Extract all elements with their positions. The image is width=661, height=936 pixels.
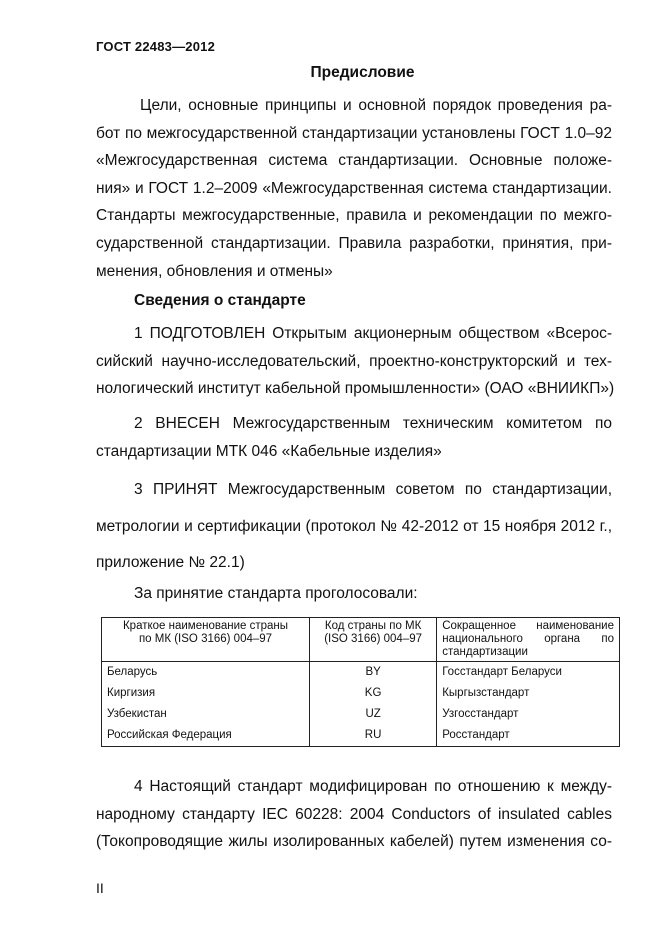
header-line: по МК (ISO 3166) 004–97 <box>138 633 273 645</box>
votes-header-row <box>102 618 620 662</box>
item-2-line: стандартизации МТК 046 «Кабельные изделия» <box>96 442 442 460</box>
item-1-line: нологический институт кабельной промышленности» (ОАО «ВНИИКП») <box>96 380 615 398</box>
table-row <box>102 662 620 684</box>
item-4-line: народному стандарту IEC 60228: 2004 Conductors of insulated cables <box>96 805 612 823</box>
item-2-line: 2 ВНЕСЕН Межгосударственным техническим комитетом по <box>134 415 612 432</box>
item-4-paragraph <box>96 773 612 856</box>
item-4-line: (Токопроводящие жилы изолированных кабелей) путем изменения со- <box>96 833 612 851</box>
item-1-paragraph <box>96 320 615 403</box>
votes-table <box>101 617 620 747</box>
foreword-line: Стандарты межгосударственные, правила и рекомендации по межго- <box>96 207 612 225</box>
country-cell: Беларусь <box>102 662 310 684</box>
country-column-header <box>102 618 310 662</box>
body-column-header <box>437 618 620 662</box>
country-cell: Киргизия <box>102 683 310 704</box>
body-cell: Кыргызстандарт <box>437 683 620 704</box>
code-column-header <box>310 618 437 662</box>
header-line: стандартизации <box>442 646 528 658</box>
code-cell: KG <box>310 683 437 704</box>
header-line: Код страны по МК <box>324 620 422 632</box>
header-line: (ISO 3166) 004–97 <box>324 633 423 645</box>
votes-caption: За принятие стандарта проголосовали: <box>134 585 418 602</box>
header-line: Краткое наименование страны <box>122 620 289 632</box>
body-cell: Узгосстандарт <box>437 704 620 725</box>
item-1-line: 1 ПОДГОТОВЛЕН Открытым акционерным обществом «Всерос- <box>134 325 612 342</box>
foreword-line: менения, обновления и отмены» <box>96 262 333 280</box>
table-row <box>102 725 620 747</box>
item-3-line: метрологии и сертификации (протокол № 42-2012 от 15 ноября 2012 г., <box>96 517 612 535</box>
code-cell: RU <box>310 725 437 747</box>
foreword-paragraph <box>96 92 612 285</box>
code-cell: UZ <box>310 704 437 725</box>
body-cell: Госстандарт Беларуси <box>437 662 620 684</box>
foreword-line: ния» и ГОСТ 1.2–2009 «Межгосударственная система стандартизации. <box>96 179 612 197</box>
header-line: национального органа по <box>442 633 614 645</box>
item-3-line: приложение № 22.1) <box>96 554 245 571</box>
item-1-line: сийский научно-исследовательский, проектно-конструкторский и тех- <box>96 352 612 370</box>
item-3-line: 3 ПРИНЯТ Межгосударственным советом по стандартизации, <box>134 481 612 498</box>
code-cell: BY <box>310 662 437 684</box>
country-cell: Российская Федерация <box>102 725 310 747</box>
foreword-line: Цели, основные принципы и основной порядок проведения ра- <box>140 97 612 114</box>
country-cell: Узбекистан <box>102 704 310 725</box>
foreword-line: бот по межгосударственной стандартизации установлены ГОСТ 1.0–92 <box>96 124 612 142</box>
page-title <box>0 64 661 82</box>
title-text: Предисловие <box>310 64 415 81</box>
header-line: Сокращенное наименование <box>442 620 614 632</box>
foreword-line: сударственной стандартизации. Правила разработки, принятия, при- <box>96 234 612 252</box>
table-row <box>102 704 620 725</box>
page-number: II <box>96 880 104 896</box>
foreword-line: «Межгосударственная система стандартизации. Основные положе- <box>96 152 612 170</box>
body-cell: Росстандарт <box>437 725 620 747</box>
item-3-paragraph <box>96 472 612 582</box>
item-2-paragraph <box>96 410 612 465</box>
info-heading: Сведения о стандарте <box>134 292 306 309</box>
table-row <box>102 683 620 704</box>
item-4-line: 4 Настоящий стандарт модифицирован по отношению к между- <box>134 778 612 795</box>
document-header: ГОСТ 22483—2012 <box>96 39 215 54</box>
